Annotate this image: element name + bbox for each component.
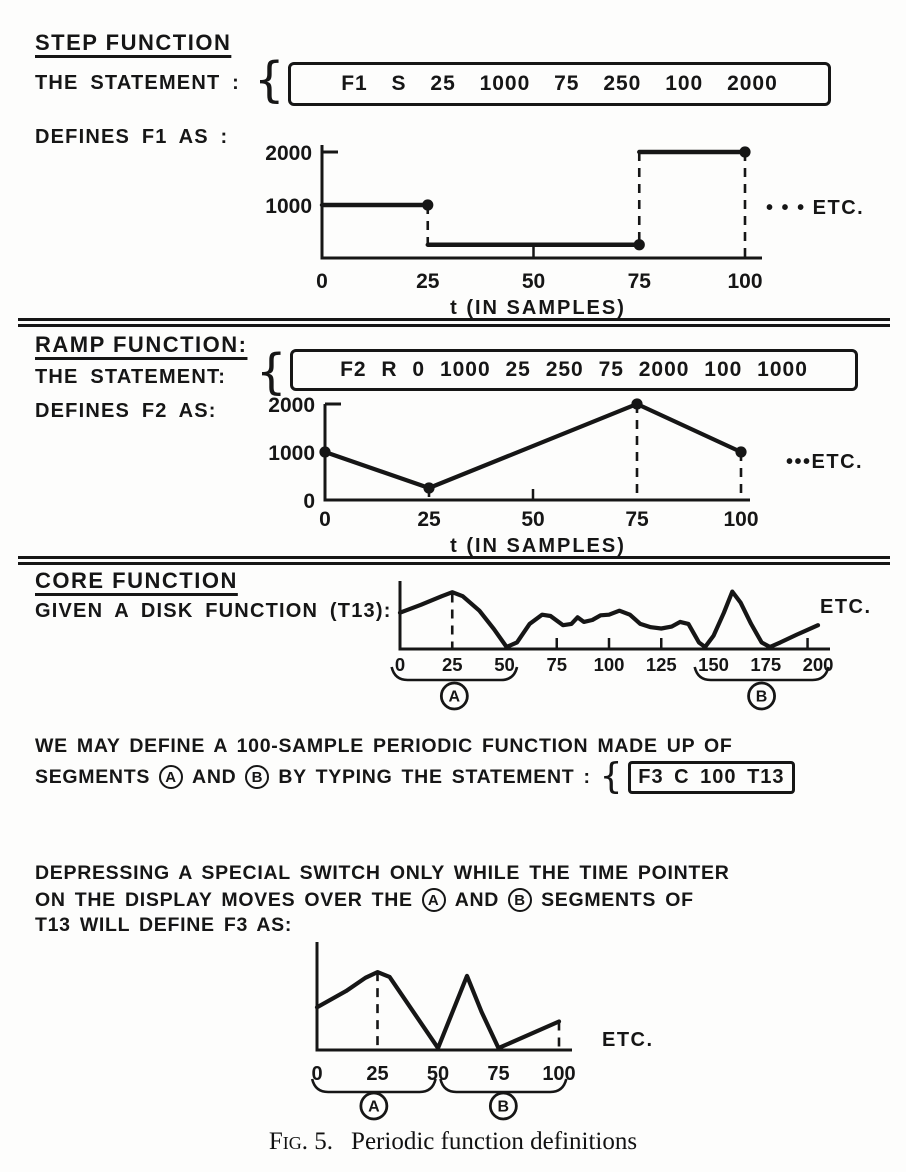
x-tick-label: 100 [727,270,763,293]
y-tick-label: 1000 [268,442,315,465]
x-tick-label: 75 [487,1063,510,1085]
segment-b-inline: B [508,888,532,912]
x-tick-label: 25 [441,654,463,675]
x-tick-label: 25 [416,270,440,293]
step-statement-text: F1 S 25 1000 75 250 100 2000 [341,72,778,95]
x-axis-label: t (IN SAMPLES) [450,535,626,556]
y-tick-label: 2000 [268,394,315,417]
x-tick-label: 175 [750,654,782,675]
step-function-heading: STEP FUNCTION [35,30,232,55]
segment-letter: A [448,688,461,706]
step-statement-brace: { [254,52,285,108]
etc-label: • • • ETC. [766,197,865,219]
depressing-line2 [35,886,694,914]
etc-label: ETC. [602,1029,654,1051]
depressing-line2-mid: AND [454,888,500,911]
x-tick-label: 50 [521,270,546,293]
step-statement-box [288,62,831,106]
define-periodic-line2-post: BY TYPING THE STATEMENT : [278,765,591,788]
etc-label: •••ETC. [786,451,864,473]
x-tick-label: 125 [645,654,677,675]
f1-step-chart [238,128,898,318]
x-tick-label: 0 [316,270,328,293]
function-curve [317,972,559,1048]
x-tick-label: 0 [319,508,331,531]
x-tick-label: 0 [394,654,406,675]
x-tick-label: 75 [625,508,649,531]
x-tick-label: 0 [311,1063,323,1085]
x-tick-label: 50 [494,654,515,675]
segment-letter: B [497,1098,510,1116]
depressing-line2-post: SEGMENTS OF [541,888,694,911]
f2-ramp-chart [238,394,902,556]
x-tick-label: 150 [698,654,729,675]
section-separator [18,318,890,327]
segment-b-inline: B [245,765,269,789]
depressing-line2-pre: ON THE DISPLAY MOVES OVER THE [35,888,413,911]
data-point-dot [319,446,330,457]
ramp-statement-label: THE STATEMENT: [35,366,227,388]
etc-label: ETC. [820,596,872,618]
x-tick-label: 100 [593,654,625,675]
segment-letter: B [755,688,768,706]
x-tick-label: 25 [366,1063,389,1085]
figure-caption [0,1128,906,1156]
step-curve [322,152,745,245]
ramp-statement-brace: { [256,344,287,400]
ramp-statement-text: F2 R 0 1000 25 250 75 2000 100 1000 [340,358,808,381]
depressing-line1: DEPRESSING A SPECIAL SWITCH ONLY WHILE THE TIME POINTER [35,862,730,884]
define-periodic-line1: WE MAY DEFINE A 100-SAMPLE PERIODIC FUNCTION MADE UP OF [35,735,733,757]
f3-statement-brace: { [599,756,624,797]
core-function-heading: CORE FUNCTION [35,568,238,593]
x-tick-label: 50 [521,508,545,531]
core-given-label: GIVEN A DISK FUNCTION (T13): [35,600,392,622]
segment-letter: A [368,1098,380,1116]
t13-core-chart [388,563,906,715]
define-periodic-line2 [35,757,795,797]
segment-a-inline: A [422,888,446,912]
x-tick-label: 25 [417,508,441,531]
f3-statement-box: F3 C 100 T13 [628,761,794,794]
depressing-line3: T13 WILL DEFINE F3 AS: [35,914,293,936]
ramp-defines-label: DEFINES F2 AS: [35,400,217,422]
define-periodic-line2-mid: AND [192,765,237,788]
f3-chart [238,934,718,1124]
y-tick-label: 2000 [265,142,312,165]
x-tick-label: 200 [802,654,834,675]
ramp-statement-box [290,349,858,391]
ramp-function-heading: RAMP FUNCTION: [35,332,248,357]
step-defines-label: DEFINES F1 AS : [35,126,229,148]
step-statement-label: THE STATEMENT : [35,72,241,94]
x-tick-label: 75 [627,270,651,293]
x-tick-label: 100 [723,508,759,531]
function-curve [325,404,741,488]
figure-number: Fig. 5. [268,1128,334,1155]
x-tick-label: 100 [542,1063,576,1085]
figure-caption-text: Periodic function definitions [351,1128,638,1155]
x-axis-label: t (IN SAMPLES) [450,297,626,318]
x-tick-label: 75 [546,654,568,675]
define-periodic-line2-pre: SEGMENTS [35,765,151,788]
segment-a-inline: A [159,765,183,789]
x-tick-label: 50 [426,1063,450,1085]
y-tick-label: 1000 [265,195,312,218]
y-tick-label: 0 [303,490,315,513]
